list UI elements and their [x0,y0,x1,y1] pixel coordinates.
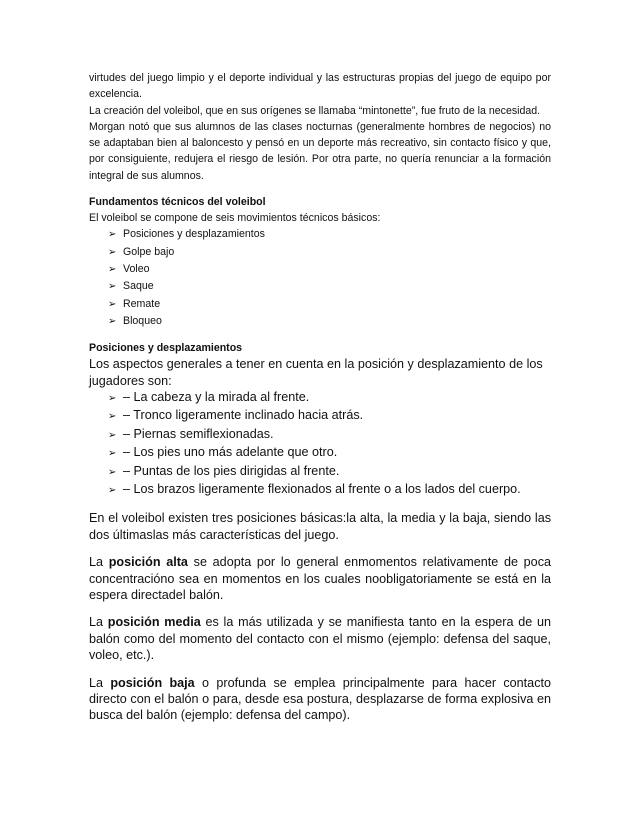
posicion-baja-text: o profunda se emplea principalmente para hacer contacto directo con el balón o para, desde esa postura, desplazarse de forma explosiva en busca del balón (ejemplo: defensa del campo). [89,675,551,723]
list-item [108,244,551,261]
posiciones-list [108,389,551,499]
list-item-text: Voleo [123,262,150,275]
list-item [108,426,551,444]
posicion-media-pre: La [89,615,108,630]
posicion-baja-term: posición baja [110,675,195,690]
list-item-text: Saque [123,280,154,293]
list-item-text: – La cabeza y la mirada al frente. [123,389,310,404]
posicion-alta-pre: La [89,555,109,570]
list-item [108,481,551,499]
posiciones-heading: Posiciones y desplazamientos [89,342,243,355]
arrow-bullet-icon: ➢ [108,485,117,496]
posicion-alta-paragraph [89,554,551,603]
posicion-alta-term: posición alta [108,555,188,570]
list-item [108,278,551,295]
list-item [108,444,551,462]
list-item [108,226,551,243]
list-item-text: Posiciones y desplazamientos [123,228,265,241]
arrow-bullet-icon: ➢ [108,298,117,310]
arrow-bullet-icon: ➢ [108,281,117,293]
arrow-bullet-icon: ➢ [108,466,117,478]
list-item [108,407,551,425]
arrow-bullet-icon: ➢ [108,229,117,241]
arrow-bullet-icon: ➢ [108,392,117,404]
posicion-alta-text: se adopta por lo general enmomentos relativamente de poca concentracióno sea en momentos en los cuales noobligatoriamente se está en la espera directadel balón. [89,555,551,603]
fundamentos-heading: Fundamentos técnicos del voleibol [89,196,266,209]
fundamentos-list [108,226,551,330]
intro-paragraph-3: Morgan notó que sus alumnos de las clases nocturnas (generalmente hombres de negocios) no se adaptaban bien al baloncesto y pensó en un deporte más recreativo, sin contacto físico y que, por consiguiente, redujera el riesgo de lesión. Por otra parte, no quería renunciar a la formación integral de sus alumnos. [89,120,551,182]
list-item-text: Bloqueo [123,314,162,327]
arrow-bullet-icon: ➢ [108,448,117,460]
list-item-text: – Puntas de los pies dirigidas al frente. [123,463,340,478]
arrow-bullet-icon: ➢ [108,315,117,327]
list-item [108,261,551,278]
arrow-bullet-icon: ➢ [108,246,117,258]
intro-paragraph-2: La creación del voleibol, que en sus orígenes se llamaba “mintonette”, fue fruto de la necesidad. [89,104,541,117]
list-item-text: – Tronco ligeramente inclinado hacia atrás. [123,408,364,423]
arrow-bullet-icon: ➢ [108,429,117,441]
posiciones-basicas-paragraph: En el voleibol existen tres posiciones básicas:la alta, la media y la baja, siendo las dos últimaslas más características del juego. [89,511,551,542]
posicion-media-term: posición media [107,615,201,630]
posiciones-lead: Los aspectos generales a tener en cuenta en la posición y desplazamiento de los jugadores son: [89,357,543,388]
list-item [108,313,551,330]
list-item-text: Remate [123,297,161,310]
arrow-bullet-icon: ➢ [108,411,117,423]
posicion-baja-paragraph [89,675,551,724]
list-item-text: Golpe bajo [123,245,175,258]
fundamentos-lead: El voleibol se compone de seis movimientos técnicos básicos: [89,212,381,225]
document-page [89,70,551,724]
list-item-text: – Los pies uno más adelante que otro. [123,445,338,460]
posicion-media-text: es la más utilizada y se manifiesta tanto en la espera de un balón como del momento del contacto con el mismo (ejemplo: defensa del saque, voleo, etc.). [89,615,551,663]
posicion-baja-pre: La [89,675,111,690]
arrow-bullet-icon: ➢ [108,263,117,275]
list-item-text: – Los brazos ligeramente flexionados al frente o a los lados del cuerpo. [123,482,521,496]
list-item [108,389,551,407]
posicion-media-paragraph [89,614,551,663]
list-item-text: – Piernas semiflexionadas. [123,426,274,441]
list-item [108,463,551,481]
list-item [108,296,551,313]
intro-paragraph-1: virtudes del juego limpio y el deporte individual y las estructuras propias del juego de equipo por excelencia. [89,72,551,101]
